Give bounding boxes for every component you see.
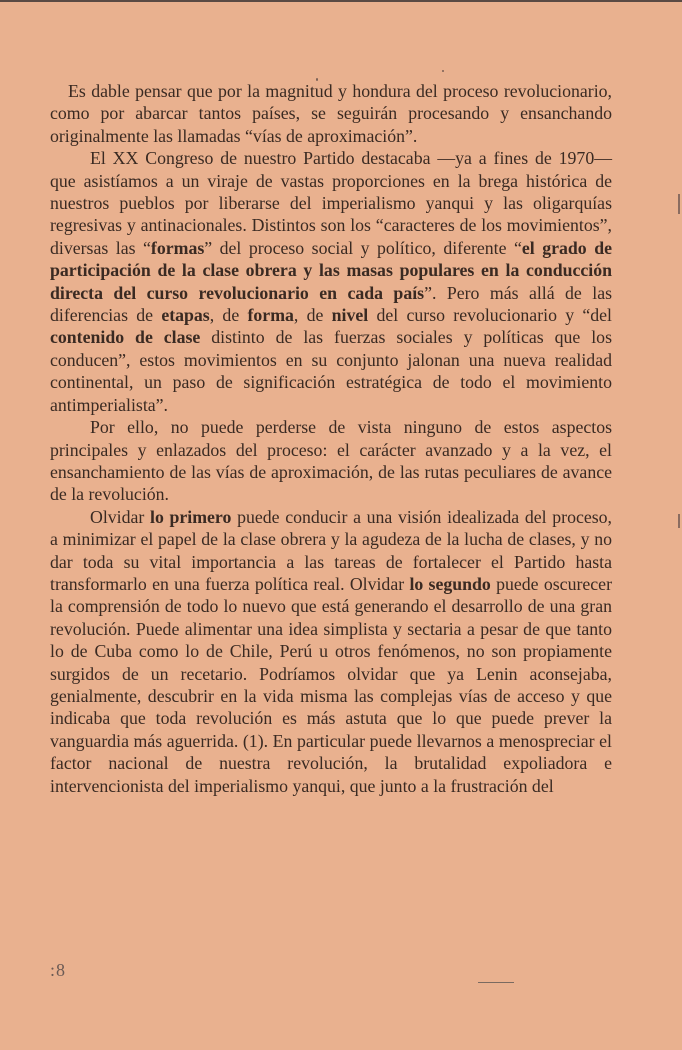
text-run: , de xyxy=(293,305,332,326)
body-text xyxy=(50,80,612,797)
edge-mark xyxy=(678,194,680,214)
text-run: El XX Congreso de nuestro Partido destacaba —ya a fines de 1970— que asistíamos a un viraje de vastas proporciones en la brega histórica de nuestros pueblos por liberarse del imperialismo yanqui y las oligarquías regresivas y antinacionales. Distintos son los “caracteres de los movimientos”, diversas las “ xyxy=(50,148,612,258)
emphasized-text: etapas xyxy=(161,305,210,326)
paragraph-3 xyxy=(50,416,612,506)
emphasized-text: el grado de participación de la clase obrera y las masas populares en la conducción directa del curso revolucionario en cada país xyxy=(50,237,612,303)
paragraph-4 xyxy=(50,506,612,797)
paragraph-1 xyxy=(50,80,612,147)
emphasized-text: lo segundo xyxy=(409,573,491,594)
text-run: distinto de las fuerzas sociales y políticas que los conducen”, estos movimientos en su conjunto jalonan una nueva realidad continental, un paso de significación estratégica de todo el movimiento antimperialista”. xyxy=(50,327,612,415)
emphasized-text: lo primero xyxy=(150,506,232,527)
page-number: :8 xyxy=(50,960,67,980)
text-run: puede oscurecer la comprensión de todo lo nuevo que está generando el desarrollo de una gran revolución. Puede alimentar una idea simplista y sectaria a pesar de que tanto lo de Cuba como lo de Chile, Perú u otros fenómenos, no son propiamente surgidos de un recetario. Podríamos olvidar que ya Lenin aconsejaba, genialmente, descubrir en la vida misma las complejas vías de acceso y que indicaba que toda revolución es más astuta que lo que puede prever la vanguardia más aguerrida. (1). En particular puede llevarnos a menospreciar el factor nacional de nuestra revolución, la brutalidad expoliadora e intervencionista del imperialismo yanqui, que junto a la frustración del xyxy=(50,573,612,796)
text-run: del curso revolucionario y “del xyxy=(368,305,612,326)
edge-mark xyxy=(678,514,680,528)
text-run: ” del proceso social y político, diferente “ xyxy=(204,237,522,258)
text-run: , de xyxy=(209,305,248,326)
text-run: puede conducir a una visión idealizada del proceso, a minimizar el papel de la clase obrera y la agudeza de la lucha de clases, y no dar toda su vital importancia a las tareas de fortalecer el Partido hasta transformarlo en una fuerza política real. Olvidar xyxy=(50,506,612,594)
text-run: Por ello, no puede perderse de vista ninguno de estos aspectos principales y enlazados del proceso: el carácter avanzado y a la vez, el ensanchamiento de las vías de aproximación, de las rutas peculiares de avance de la revolución. xyxy=(50,417,612,505)
footer-rule xyxy=(478,982,514,983)
text-run: Es dable pensar que por la magnitud y hondura del proceso revolucionario, como por abarcar tantos países, se seguirán procesando y ensanchando originalmente las llamadas “vías de aproximación”. xyxy=(50,81,612,146)
emphasized-text: forma xyxy=(247,305,294,326)
paragraph-2 xyxy=(50,147,612,416)
text-run: ”. Pero más allá de las diferencias de xyxy=(50,282,613,326)
emphasized-text: formas xyxy=(150,237,205,258)
ink-speck xyxy=(316,78,318,81)
emphasized-text: nivel xyxy=(331,305,369,326)
emphasized-text: contenido de clase xyxy=(50,327,201,348)
text-run: Olvidar xyxy=(90,506,150,527)
ink-speck xyxy=(442,70,444,72)
